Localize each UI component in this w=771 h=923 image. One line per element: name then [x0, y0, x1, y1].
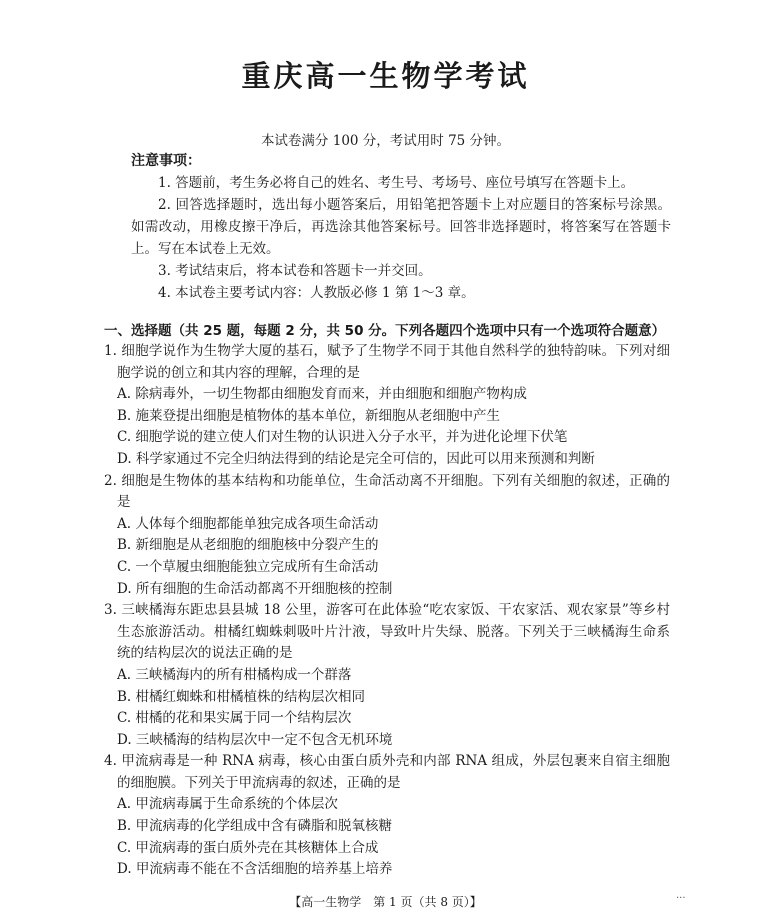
option-a: A. 三峡橘海内的所有柑橘构成一个群落 [117, 666, 352, 683]
option-b: B. 新细胞是从老细胞的细胞核中分裂产生的 [117, 537, 379, 554]
option-b: B. 施莱登提出细胞是植物体的基本单位，新细胞从老细胞中产生 [117, 407, 501, 424]
option-a: A. 除病毒外，一切生物都由细胞发育而来，并由细胞和细胞产物构成 [117, 386, 527, 403]
section-heading: 一、选择题（共 25 题，每题 2 分，共 50 分。下列各题四个选项中只有一个选项符合题意） [104, 323, 666, 339]
question-4 [104, 751, 670, 881]
page-footer: 【高一生物学 第 1 页（共 8 页）】 [289, 895, 482, 909]
option-c: C. 细胞学说的建立使人们对生物的认识进入分子水平，并为进化论埋下伏笔 [117, 429, 568, 446]
notice-item: 3. 考试结束后，将本试卷和答题卡一并交回。 [158, 263, 432, 279]
question-1 [104, 341, 670, 471]
notice-item: 1. 答题前，考生务必将自己的姓名、考生号、考场号、座位号填写在答题卡上。 [158, 175, 635, 191]
option-a: A. 人体每个细胞都能单独完成各项生命活动 [117, 515, 379, 532]
question-stem: 1. 细胞学说作为生物学大厦的基石，赋予了生物学不同于其他自然科学的独特韵味。下列对细胞学说的创立和其内容的理解，合理的是 [104, 343, 670, 381]
notice-item: 4. 本试卷主要考试内容：人教版必修 1 第 1～3 章。 [158, 285, 475, 301]
question-stem: 4. 甲流病毒是一种 RNA 病毒，核心由蛋白质外壳和内部 RNA 组成，外层包裹来自宿主细胞的细胞膜。下列关于甲流病毒的叙述，正确的是 [104, 753, 670, 791]
option-d: D. 所有细胞的生命活动都离不开细胞核的控制 [117, 580, 393, 597]
option-b: B. 甲流病毒的化学组成中含有磷脂和脱氧核糖 [117, 818, 393, 835]
exam-title: 重庆高一生物学考试 [241, 59, 530, 93]
option-d: D. 三峡橘海的结构层次中一定不包含无机环境 [117, 731, 393, 748]
notice-item: 2. 回答选择题时，选出每小题答案后，用铅笔把答题卡上对应题目的答案标号涂黑。如需改动，用橡皮擦干净后，再选涂其他答案标号。回答非选择题时，将答案写在答题卡上。写在本试卷上无效。 [131, 197, 671, 257]
corner-mark: ... [676, 890, 686, 901]
notice-list [131, 172, 671, 304]
question-stem: 2. 细胞是生物体的基本结构和功能单位，生命活动离不开细胞。下列有关细胞的叙述，正确的是 [104, 472, 670, 511]
option-d: D. 科学家通过不完全归纳法得到的结论是完全可信的，因此可以用来预测和判断 [117, 450, 595, 467]
option-d: D. 甲流病毒不能在不含活细胞的培养基上培养 [117, 861, 393, 878]
option-c: C. 甲流病毒的蛋白质外壳在其核糖体上合成 [117, 839, 379, 856]
notice-heading: 注意事项： [131, 153, 201, 169]
option-b: B. 柑橘红蜘蛛和柑橘植株的结构层次相同 [117, 688, 366, 705]
question-list [104, 341, 670, 881]
question-3 [104, 600, 670, 751]
option-c: C. 柑橘的花和果实属于同一个结构层次 [117, 710, 352, 727]
question-stem: 3. 三峡橘海东距忠县县城 18 公里，游客可在此体验“吃农家饭、干农家活、观农家景”等乡村生态旅游活动。柑橘红蜘蛛刺吸叶片汁液，导致叶片失绿、脱落。下列关于三峡橘海生命系统的结构层次的说法正确的是 [104, 602, 670, 662]
option-c: C. 一个草履虫细胞能独立完成所有生命活动 [117, 558, 379, 575]
option-a: A. 甲流病毒属于生命系统的个体层次 [117, 796, 338, 813]
exam-subtitle: 本试卷满分 100 分，考试用时 75 分钟。 [260, 133, 511, 149]
question-2 [104, 471, 670, 601]
